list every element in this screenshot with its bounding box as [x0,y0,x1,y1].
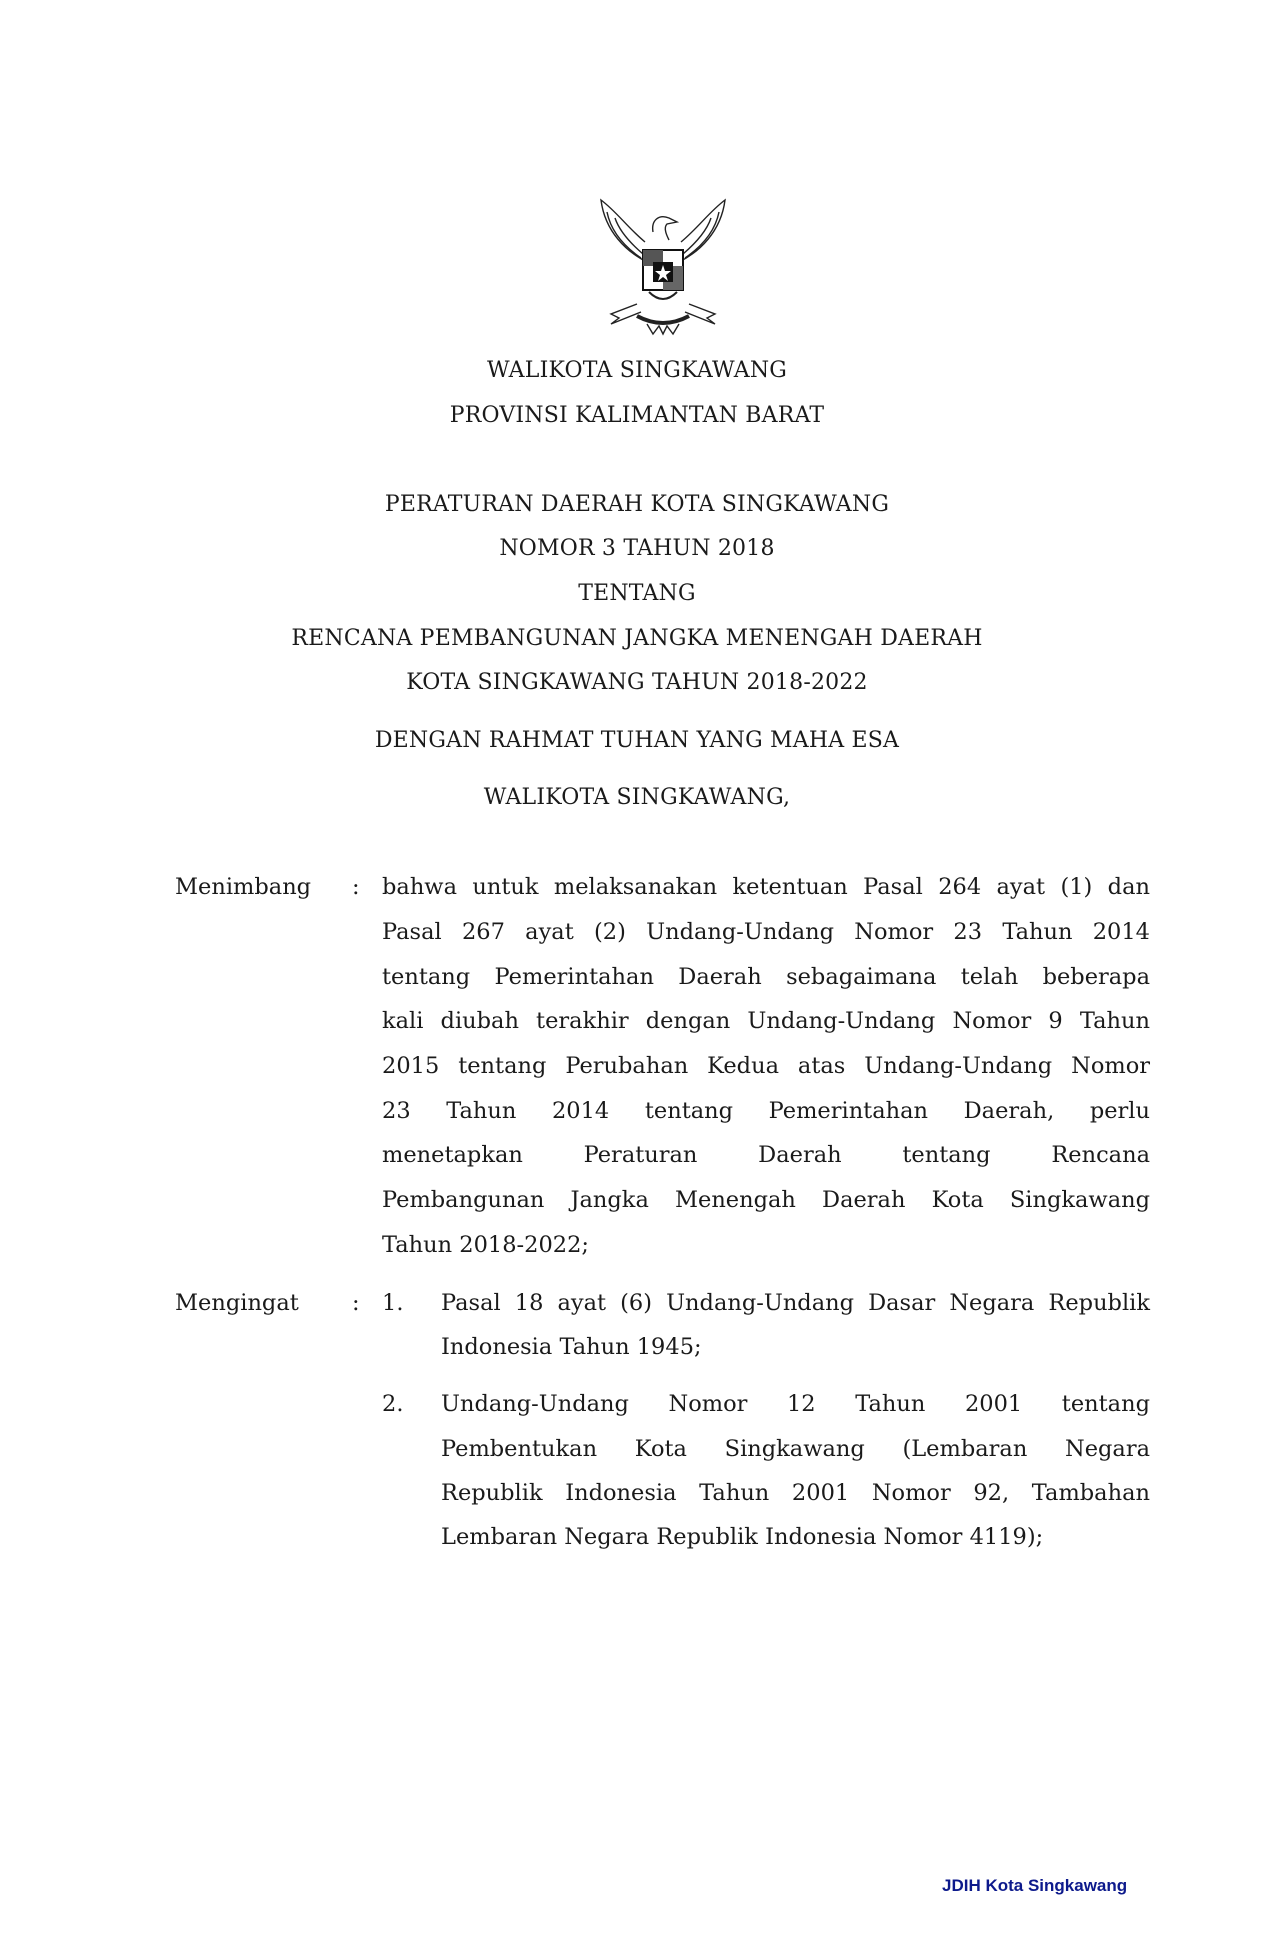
mengingat-colon: : [352,1290,360,1316]
menimbang-label: Menimbang [175,874,312,900]
text-line: Lembaran Negara Republik Indonesia Nomor 4119); [441,1524,1044,1550]
text-line: tentang Pemerintahan Daerah sebagaimana telah beberapa [382,964,1150,990]
text-line: Pembangunan Jangka Menengah Daerah Kota Singkawang [382,1187,1150,1213]
regulation-subject-line1: RENCANA PEMBANGUNAN JANGKA MENENGAH DAERAH [291,626,983,651]
text-line: 2015 tentang Perubahan Kedua atas Undang-Undang Nomor [382,1053,1150,1079]
about-label: TENTANG [578,581,696,606]
text-line: Undang-Undang Nomor 12 Tahun 2001 tentang [441,1391,1150,1417]
regulation-subject-line2: KOTA SINGKAWANG TAHUN 2018-2022 [406,670,868,695]
text-line: Indonesia Tahun 1945; [441,1334,702,1360]
text-line: Pasal 18 ayat (6) Undang-Undang Dasar Negara Republik [441,1290,1150,1316]
text-line: Pembentukan Kota Singkawang (Lembaran Negara [441,1436,1150,1462]
province-title: PROVINSI KALIMANTAN BARAT [449,403,825,428]
text-line: menetapkan Peraturan Daerah tentang Rencana [382,1142,1150,1168]
garuda-emblem-icon [597,192,729,337]
issuer-title: WALIKOTA SINGKAWANG [486,358,788,383]
text-line: kali diubah terakhir dengan Undang-Undang Nomor 9 Tahun [382,1008,1150,1034]
text-line: Pasal 267 ayat (2) Undang-Undang Nomor 23 Tahun 2014 [382,919,1150,945]
regulation-title: PERATURAN DAERAH KOTA SINGKAWANG [384,492,890,517]
text-line: bahwa untuk melaksanakan ketentuan Pasal 264 ayat (1) dan [382,874,1150,900]
text-line: Tahun 2018-2022; [382,1232,590,1258]
item-number: 2. [382,1391,404,1417]
mengingat-label: Mengingat [175,1290,299,1316]
regulation-number: NOMOR 3 TAHUN 2018 [499,536,775,561]
text-line: Republik Indonesia Tahun 2001 Nomor 92, Tambahan [441,1480,1150,1506]
menimbang-colon: : [352,874,360,900]
item-number: 1. [382,1290,404,1316]
mayor-title: WALIKOTA SINGKAWANG, [483,785,791,810]
text-line: 23 Tahun 2014 tentang Pemerintahan Daerah, perlu [382,1098,1150,1124]
footer-source-label: JDIH Kota Singkawang [942,1876,1128,1895]
preamble: DENGAN RAHMAT TUHAN YANG MAHA ESA [374,728,900,753]
